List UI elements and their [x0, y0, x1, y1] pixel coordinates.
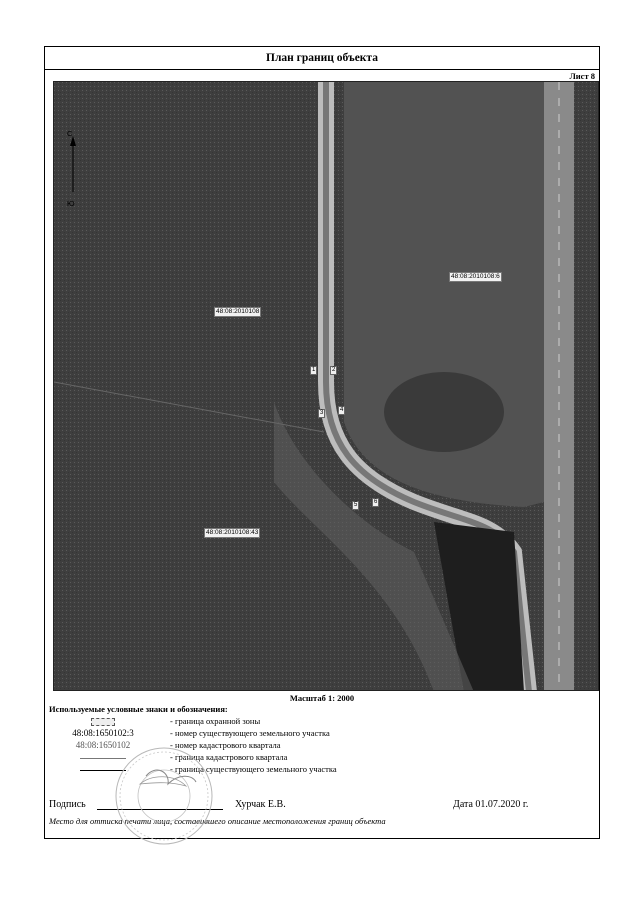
legend-zone-symbol	[53, 716, 153, 727]
sheet-number: Лист 8	[569, 71, 595, 81]
legend-desc: - граница существующего земельного участка	[170, 764, 337, 774]
legend-desc: - номер существующего земельного участка	[170, 728, 330, 738]
dark-patch	[384, 372, 504, 452]
north-arrow	[64, 130, 82, 206]
map-drawing	[54, 82, 599, 691]
legend-desc: - граница охранной зоны	[170, 716, 261, 726]
aerial-map[interactable]	[53, 81, 599, 691]
signature-date: Дата 01.07.2020 г.	[453, 799, 529, 810]
page-title: План границ объекта	[45, 47, 599, 70]
point-label[interactable]: 4	[340, 407, 344, 413]
legend-quarter-number: 48:08:1650102	[75, 740, 131, 750]
parcel-label-2[interactable]: 48:08:2010108	[216, 308, 260, 315]
legend-desc: - граница кадастрового квартала	[170, 752, 288, 762]
point-label[interactable]: 5	[354, 502, 358, 508]
north-arrow-icon	[64, 130, 82, 206]
parcel-label-1[interactable]: 48:08:2010108:6	[451, 273, 500, 280]
legend-title: Используемые условные знаки и обозначения:	[49, 704, 228, 714]
stamp-note: Место для оттиска печати лица, составившего описание местоположения границ объекта	[49, 816, 386, 826]
signature-label: Подпись	[49, 799, 86, 810]
legend-parcel-number: 48:08:1650102:3	[72, 728, 134, 738]
point-label[interactable]: 3	[320, 410, 324, 416]
parcel-label-3[interactable]: 48:08:2010108:43	[206, 529, 259, 536]
signer-name: Хурчак Е.В.	[235, 799, 286, 810]
legend-desc: - номер кадастрового квартала	[170, 740, 281, 750]
south-label: Ю	[67, 199, 75, 208]
point-label[interactable]: 6	[374, 499, 378, 505]
north-label: С	[67, 129, 73, 138]
plan-sheet	[44, 46, 600, 839]
point-label[interactable]: 2	[332, 367, 336, 373]
seal-stamp-icon	[112, 744, 216, 848]
map-scale: Масштаб 1: 2000	[289, 693, 355, 703]
point-label[interactable]: 1	[312, 367, 316, 373]
